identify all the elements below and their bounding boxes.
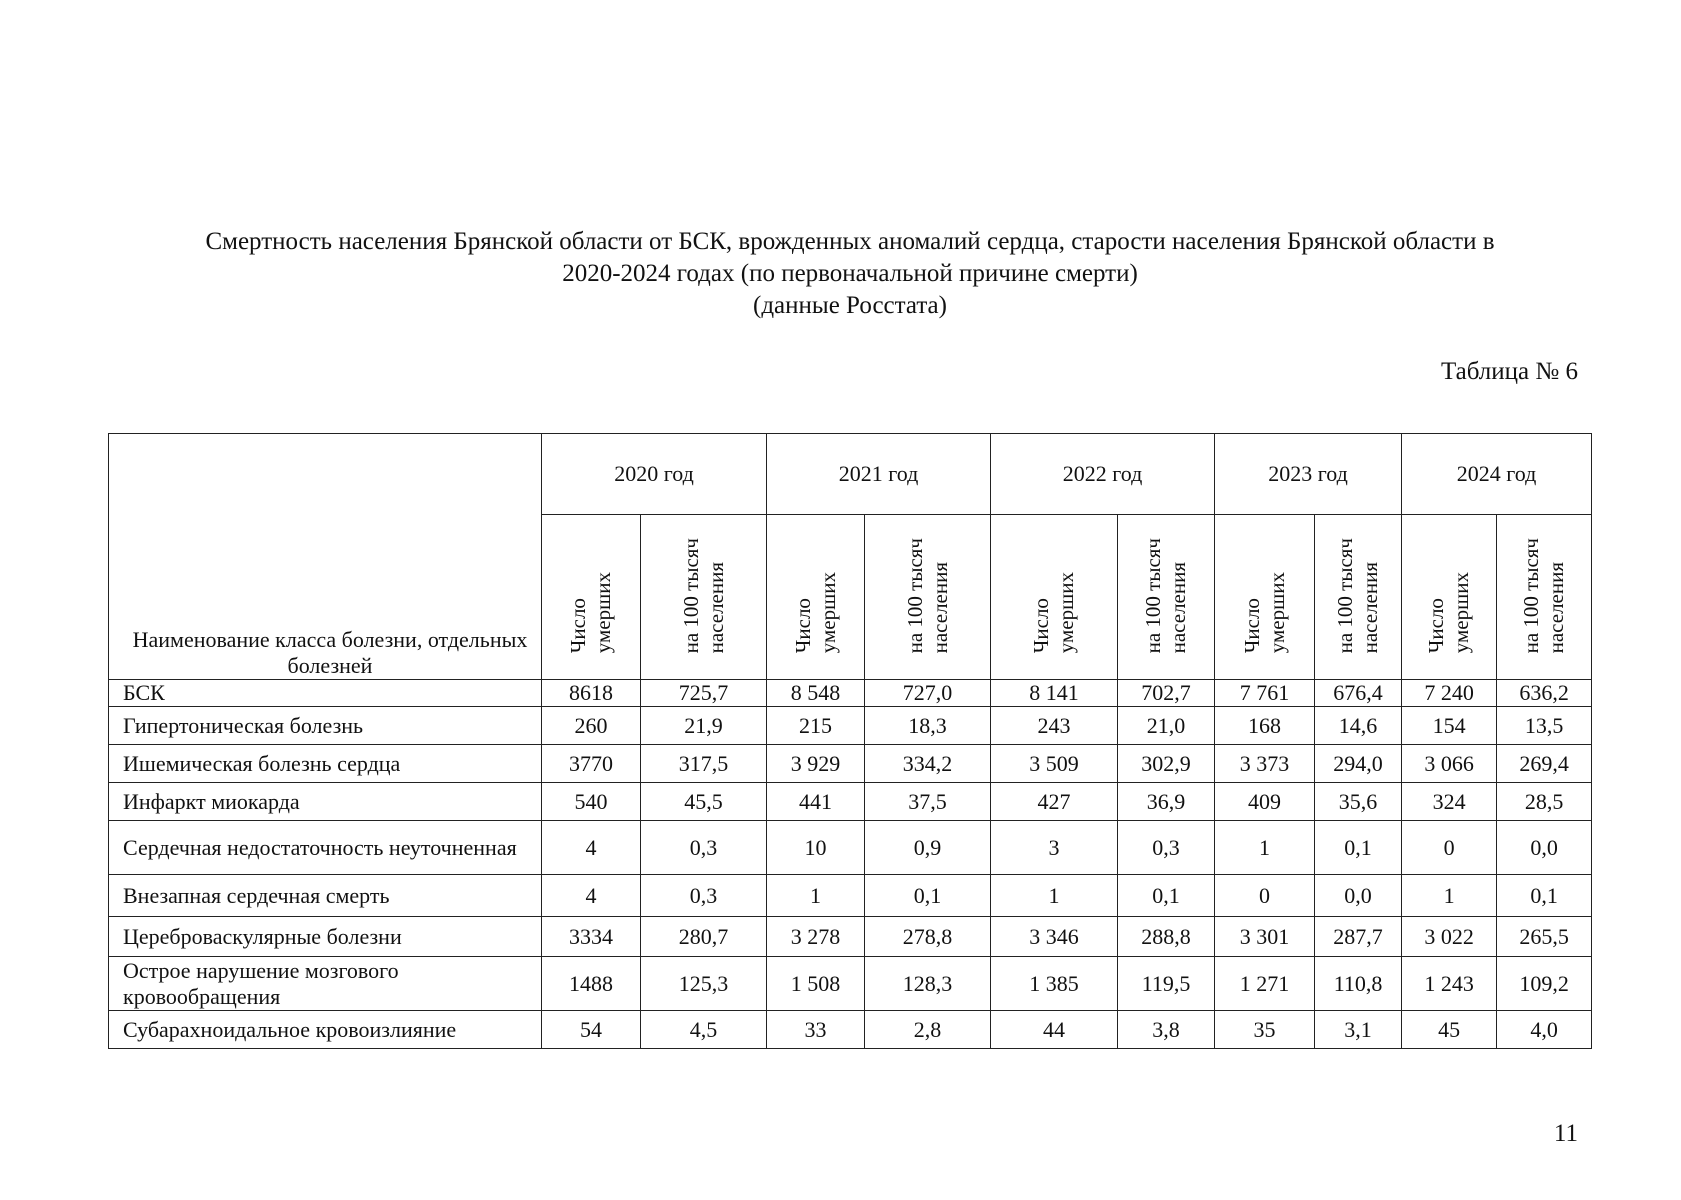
deaths-count-cell: 3770	[542, 745, 641, 783]
rate-cell: 28,5	[1497, 783, 1592, 821]
subheader-line: умерших	[1264, 571, 1289, 653]
rate-cell: 110,8	[1315, 957, 1402, 1011]
rate-cell: 18,3	[865, 707, 991, 745]
rate-cell: 45,5	[641, 783, 767, 821]
rate-cell: 0,0	[1497, 821, 1592, 875]
table-row	[109, 680, 1592, 707]
subheader-line: населения	[1544, 561, 1569, 653]
subheader-line: на 100 тысяч	[902, 537, 927, 653]
deaths-count-cell: 1 271	[1215, 957, 1315, 1011]
row-name: Субарахноидальное кровоизлияние	[109, 1011, 542, 1049]
subheader-line: населения	[1166, 561, 1191, 653]
table-body	[109, 680, 1592, 1049]
rate-cell: 21,0	[1118, 707, 1215, 745]
rate-cell: 36,9	[1118, 783, 1215, 821]
rate-cell: 725,7	[641, 680, 767, 707]
subheader-line: Число	[1029, 597, 1054, 653]
deaths-count-header	[767, 515, 865, 680]
deaths-count-cell: 1	[767, 875, 865, 917]
deaths-count-cell: 260	[542, 707, 641, 745]
year-2023-header: 2023 год	[1215, 434, 1402, 515]
deaths-count-cell: 1 385	[991, 957, 1118, 1011]
subheader-line: умерших	[1449, 571, 1474, 653]
subheader-line: умерших	[591, 571, 615, 653]
rate-cell: 0,1	[1118, 875, 1215, 917]
deaths-count-cell: 243	[991, 707, 1118, 745]
year-header-row	[109, 434, 1592, 515]
row-name: Острое нарушение мозгового кровообращения	[109, 957, 542, 1011]
table-row	[109, 875, 1592, 917]
rate-cell: 294,0	[1315, 745, 1402, 783]
row-name: Гипертоническая болезнь	[109, 707, 542, 745]
document-title	[100, 226, 1600, 322]
deaths-count-cell: 1 508	[767, 957, 865, 1011]
deaths-count-cell: 0	[1402, 821, 1497, 875]
page-number: 11	[1553, 1120, 1578, 1147]
deaths-count-cell: 4	[542, 821, 641, 875]
deaths-count-cell: 1	[991, 875, 1118, 917]
rate-cell: 35,6	[1315, 783, 1402, 821]
table-row	[109, 957, 1592, 1011]
rate-cell: 125,3	[641, 957, 767, 1011]
subheader-line: на 100 тысяч	[1141, 537, 1166, 653]
rate-cell: 0,1	[1497, 875, 1592, 917]
deaths-count-cell: 154	[1402, 707, 1497, 745]
deaths-count-cell: 44	[991, 1011, 1118, 1049]
table-row	[109, 783, 1592, 821]
rate-cell: 676,4	[1315, 680, 1402, 707]
rate-cell: 0,1	[1315, 821, 1402, 875]
rate-cell: 636,2	[1497, 680, 1592, 707]
title-line-2: 2020-2024 годах (по первоначальной причине смерти)	[562, 260, 1138, 287]
deaths-count-cell: 427	[991, 783, 1118, 821]
subheader-line: на 100 тысяч	[1519, 537, 1544, 653]
row-name: Сердечная недостаточность неуточненная	[109, 821, 542, 875]
deaths-count-header	[991, 515, 1118, 680]
subheader-line: Число	[790, 597, 815, 653]
table-row	[109, 821, 1592, 875]
rate-cell: 0,3	[1118, 821, 1215, 875]
rate-cell: 0,3	[641, 875, 767, 917]
rate-cell: 288,8	[1118, 917, 1215, 957]
rate-cell: 119,5	[1118, 957, 1215, 1011]
rate-cell: 727,0	[865, 680, 991, 707]
deaths-count-cell: 3 929	[767, 745, 865, 783]
deaths-count-cell: 168	[1215, 707, 1315, 745]
rate-cell: 4,5	[641, 1011, 767, 1049]
subheader-line: Число	[1239, 597, 1264, 653]
rate-cell: 0,3	[641, 821, 767, 875]
rate-per-100k-header	[1118, 515, 1215, 680]
title-line-3: (данные Росстата)	[753, 292, 947, 319]
table-row	[109, 707, 1592, 745]
deaths-count-cell: 4	[542, 875, 641, 917]
deaths-count-cell: 7 761	[1215, 680, 1315, 707]
deaths-count-cell: 540	[542, 783, 641, 821]
rate-cell: 4,0	[1497, 1011, 1592, 1049]
rate-cell: 3,8	[1118, 1011, 1215, 1049]
rate-per-100k-header	[1315, 515, 1402, 680]
deaths-count-cell: 1	[1215, 821, 1315, 875]
corner-header: Наименование класса болезни, отдельных болезней	[109, 434, 542, 680]
deaths-count-cell: 3 022	[1402, 917, 1497, 957]
subheader-line: умерших	[815, 571, 840, 653]
year-2021-header: 2021 год	[767, 434, 991, 515]
deaths-count-cell: 3 301	[1215, 917, 1315, 957]
rate-cell: 2,8	[865, 1011, 991, 1049]
rate-cell: 334,2	[865, 745, 991, 783]
table-row	[109, 917, 1592, 957]
deaths-count-cell: 54	[542, 1011, 641, 1049]
subheader-line: на 100 тысяч	[678, 537, 703, 653]
rate-cell: 0,9	[865, 821, 991, 875]
deaths-count-cell: 8618	[542, 680, 641, 707]
deaths-count-cell: 1	[1402, 875, 1497, 917]
deaths-count-cell: 3	[991, 821, 1118, 875]
subheader-line: населения	[703, 561, 728, 653]
deaths-count-cell: 3 278	[767, 917, 865, 957]
deaths-count-cell: 1 243	[1402, 957, 1497, 1011]
table-label: Таблица № 6	[1440, 358, 1578, 385]
year-2022-header: 2022 год	[991, 434, 1215, 515]
subheader-line: Число	[566, 597, 590, 653]
deaths-count-cell: 0	[1215, 875, 1315, 917]
rate-per-100k-header	[865, 515, 991, 680]
row-name: Инфаркт миокарда	[109, 783, 542, 821]
rate-cell: 702,7	[1118, 680, 1215, 707]
rate-cell: 265,5	[1497, 917, 1592, 957]
subheader-line: Число	[1424, 597, 1449, 653]
subheader-line: населения	[1358, 561, 1383, 653]
rate-cell: 37,5	[865, 783, 991, 821]
rate-cell: 280,7	[641, 917, 767, 957]
rate-cell: 269,4	[1497, 745, 1592, 783]
deaths-count-header	[1402, 515, 1497, 680]
row-name: Внезапная сердечная смерть	[109, 875, 542, 917]
deaths-count-cell: 441	[767, 783, 865, 821]
title-line-1: Смертность населения Брянской области от БСК, врожденных аномалий сердца, старости населения Брянской области в	[205, 228, 1495, 255]
deaths-count-cell: 3334	[542, 917, 641, 957]
deaths-count-cell: 3 066	[1402, 745, 1497, 783]
row-name: Ишемическая болезнь сердца	[109, 745, 542, 783]
deaths-count-header	[1215, 515, 1315, 680]
deaths-count-cell: 1488	[542, 957, 641, 1011]
year-2024-header: 2024 год	[1402, 434, 1592, 515]
deaths-count-cell: 7 240	[1402, 680, 1497, 707]
deaths-count-cell: 8 141	[991, 680, 1118, 707]
rate-per-100k-header	[641, 515, 767, 680]
deaths-count-cell: 35	[1215, 1011, 1315, 1049]
subheader-line: умерших	[1054, 571, 1079, 653]
deaths-count-cell: 8 548	[767, 680, 865, 707]
deaths-count-cell: 45	[1402, 1011, 1497, 1049]
row-name: БСК	[109, 680, 542, 707]
year-2020-header: 2020 год	[542, 434, 767, 515]
rate-cell: 0,1	[865, 875, 991, 917]
rate-cell: 21,9	[641, 707, 767, 745]
rate-per-100k-header	[1497, 515, 1592, 680]
rate-cell: 317,5	[641, 745, 767, 783]
rate-cell: 278,8	[865, 917, 991, 957]
deaths-count-cell: 3 509	[991, 745, 1118, 783]
deaths-count-cell: 409	[1215, 783, 1315, 821]
rate-cell: 287,7	[1315, 917, 1402, 957]
table-row	[109, 1011, 1592, 1049]
rate-cell: 128,3	[865, 957, 991, 1011]
deaths-count-cell: 3 373	[1215, 745, 1315, 783]
deaths-count-cell: 10	[767, 821, 865, 875]
subheader-line: на 100 тысяч	[1333, 537, 1358, 653]
deaths-count-cell: 324	[1402, 783, 1497, 821]
rate-cell: 0,0	[1315, 875, 1402, 917]
deaths-count-header	[542, 515, 641, 680]
deaths-count-cell: 33	[767, 1011, 865, 1049]
rate-cell: 13,5	[1497, 707, 1592, 745]
table-row	[109, 745, 1592, 783]
rate-cell: 14,6	[1315, 707, 1402, 745]
rate-cell: 3,1	[1315, 1011, 1402, 1049]
deaths-count-cell: 3 346	[991, 917, 1118, 957]
mortality-table	[108, 433, 1592, 1049]
subheader-line: населения	[927, 561, 952, 653]
rate-cell: 109,2	[1497, 957, 1592, 1011]
row-name: Цереброваскулярные болезни	[109, 917, 542, 957]
rate-cell: 302,9	[1118, 745, 1215, 783]
deaths-count-cell: 215	[767, 707, 865, 745]
